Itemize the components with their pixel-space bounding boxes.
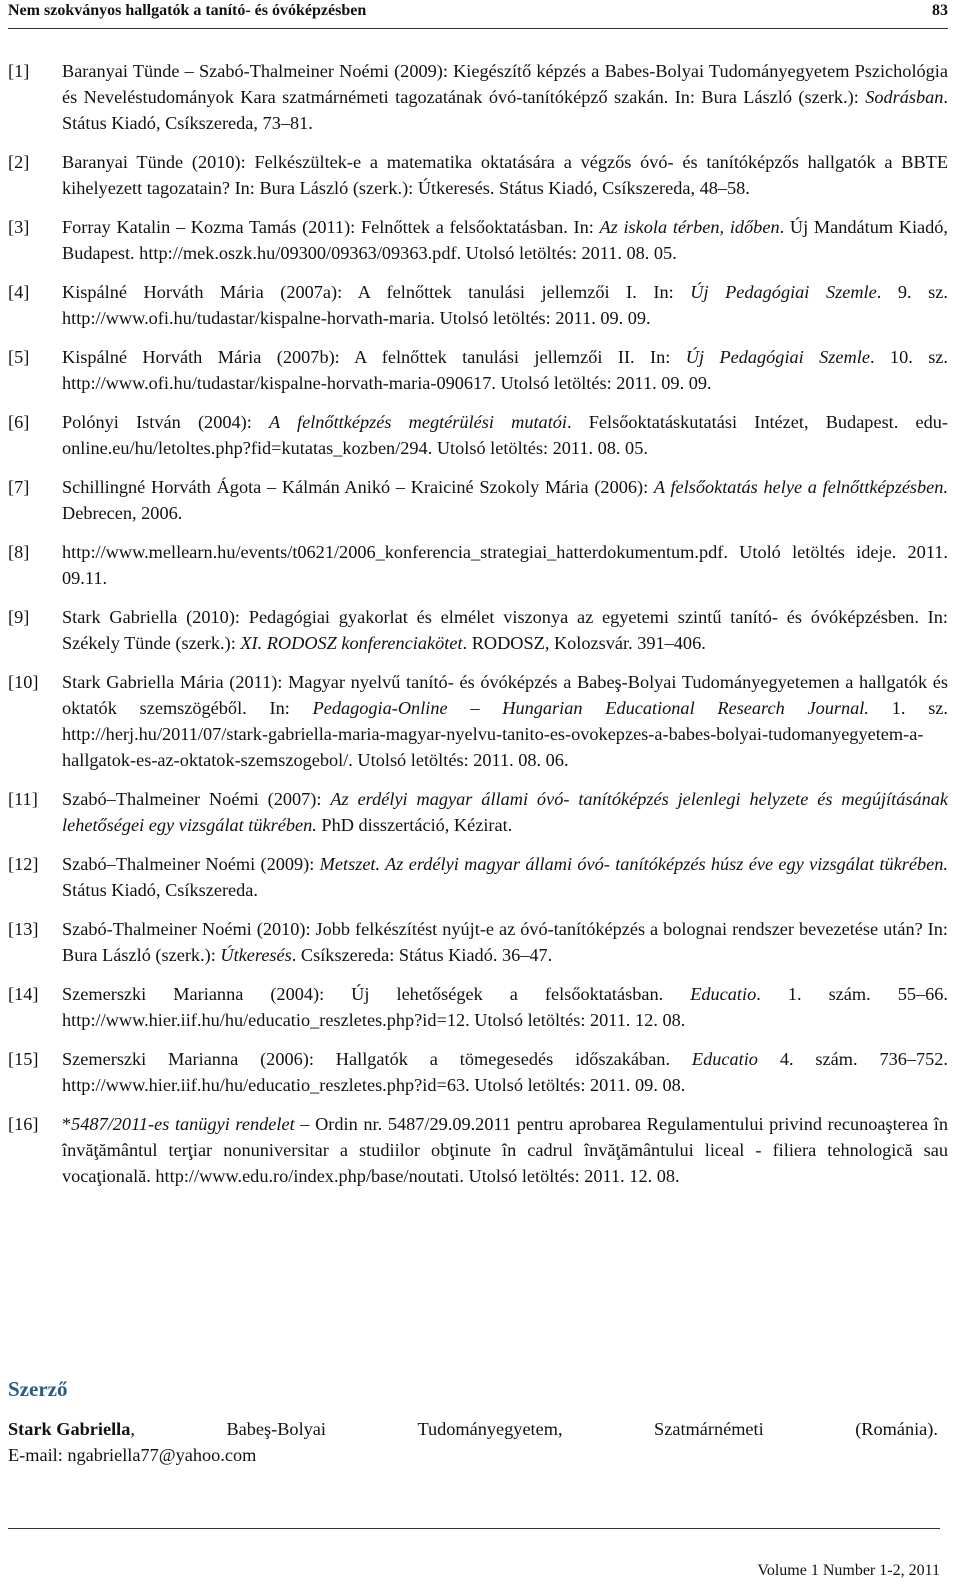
reference-number: [14] bbox=[8, 984, 39, 1004]
reference-italic-title: Educatio bbox=[691, 1049, 758, 1069]
reference-text: Forray Katalin – Kozma Tamás (2011): Felnőttek a felsőoktatásban. In: bbox=[62, 217, 600, 237]
reference-tail: Debrecen, 2006. bbox=[62, 503, 183, 523]
reference-italic-title: A felsőoktatás helye a felnőttképzésben. bbox=[653, 477, 949, 497]
reference-text: Kispálné Horváth Mária (2007a): A felnőttek tanulási jellemzői I. In: bbox=[62, 282, 691, 302]
institution-part-b: Tudományegyetem, bbox=[417, 1419, 563, 1439]
reference-italic-title: XI. RODOSZ konferenciakötet bbox=[240, 633, 463, 653]
volume-info: Volume 1 Number 1-2, 2011 bbox=[757, 1562, 940, 1579]
reference-item bbox=[8, 669, 948, 773]
reference-text: Stark Gabriella (2010): Pedagógiai gyakorlat és elmélet viszonya az egyetemi szintű tanító- és óvóképzésben. In: Székely Tünde (szerk.): bbox=[62, 607, 948, 653]
page-number: 83 bbox=[932, 2, 948, 19]
reference-text: Schillingné Horváth Ágota – Kálmán Anikó – Kraiciné Szokoly Mária (2006): bbox=[62, 477, 654, 497]
reference-item bbox=[8, 149, 948, 201]
reference-italic-title: Az iskola térben, időben bbox=[599, 217, 780, 237]
reference-item bbox=[8, 409, 948, 461]
reference-item bbox=[8, 474, 948, 526]
reference-tail: . Felsőoktatáskutatási Intézet, Budapest. edu-online.eu/hu/letoltes.php?fid=kutatas_kozben/294. Utolsó letöltés: 2011. 08. 05. bbox=[62, 412, 949, 458]
reference-item bbox=[8, 604, 948, 656]
reference-item bbox=[8, 1046, 948, 1098]
reference-italic-title: Sodrásban bbox=[865, 87, 944, 107]
reference-text: Baranyai Tünde (2010): Felkészültek-e a matematika oktatására a végzős óvó- és tanítóképzős hallgatók a BBTE kihelyezett tagozatain? In: Bura László (szerk.): Útkeresés. Státus Kiadó, Csíkszereda, 48–58. bbox=[62, 152, 948, 198]
reference-item bbox=[8, 916, 948, 968]
running-title: Nem szokványos hallgatók a tanító- és óvóképzésben bbox=[8, 2, 367, 19]
reference-text: * bbox=[62, 1114, 72, 1134]
reference-tail: – Ordin nr. 5487/29.09.2011 pentru aprobarea Regulamentului privind recunoaşterea în învăţământul terţiar nonuniversitar a studiilor obţinute în cadrul învăţământului liceal - filiera tehnologică sau vocaţională. http://www.edu.ro/index.php/base/noutati. Utolsó letöltés: 2011. 12. 08. bbox=[62, 1114, 948, 1186]
author-email[interactable]: E-mail: ngabriella77@yahoo.com bbox=[8, 1445, 257, 1465]
author-info bbox=[8, 1416, 938, 1468]
reference-text: Baranyai Tünde – Szabó-Thalmeiner Noémi (2009): Kiegészítő képzés a Babes-Bolyai Tudományegyetem Pszichológia és Neveléstudományok Kara szatmárnémeti tagozatának óvó-tanítóképző szakán. In: Bura László (szerk.): bbox=[62, 61, 948, 107]
reference-item bbox=[8, 851, 948, 903]
running-header bbox=[8, 0, 948, 29]
reference-italic-title: Metszet. Az erdélyi magyar állami óvó- tanítóképzés húsz éve egy vizsgálat tükrében. bbox=[319, 854, 948, 874]
reference-italic-title: Pedagogia-Online – Hungarian Educational Research Journal. bbox=[312, 698, 869, 718]
footer-divider bbox=[8, 1528, 940, 1529]
author-country: (Románia). bbox=[855, 1419, 938, 1439]
reference-tail: . 10. sz. http://www.ofi.hu/tudastar/kispalne-horvath-maria-090617. Utolsó letöltés: 2011. 09. 09. bbox=[62, 347, 948, 393]
reference-item bbox=[8, 786, 948, 838]
reference-italic-title: A felnőttképzés megtérülési mutatói bbox=[268, 412, 567, 432]
reference-number: [2] bbox=[8, 152, 30, 172]
reference-italic-title: Educatio bbox=[690, 984, 757, 1004]
reference-text: Szabó-Thalmeiner Noémi (2010): Jobb felkészítést nyújt-e az óvó-tanítóképzés a bolognai rendszer bevezetése után? In: Bura László (szerk.): bbox=[62, 919, 948, 965]
reference-number: [1] bbox=[8, 61, 30, 81]
reference-item bbox=[8, 1111, 948, 1189]
reference-italic-title: Útkeresés bbox=[220, 945, 292, 965]
reference-number: [11] bbox=[8, 789, 38, 809]
reference-number: [8] bbox=[8, 542, 30, 562]
reference-number: [7] bbox=[8, 477, 30, 497]
author-affiliation-line: Stark Gabriella, Babeş-Bolyai Tudományegyetem, Szatmárnémeti (Románia). bbox=[8, 1416, 938, 1442]
reference-text: Szabó–Thalmeiner Noémi (2009): bbox=[62, 854, 320, 874]
reference-item bbox=[8, 539, 948, 591]
reference-item bbox=[8, 344, 948, 396]
reference-item bbox=[8, 214, 948, 266]
reference-italic-title: 5487/2011-es tanügyi rendelet bbox=[71, 1114, 295, 1134]
reference-tail: . Új Mandátum Kiadó, Budapest. http://mek.oszk.hu/09300/09363/09363.pdf. Utolsó letöltés: 2011. 08. 05. bbox=[62, 217, 948, 263]
reference-tail: . 1. szám. 55–66. http://www.hier.iif.hu/hu/educatio_reszletes.php?id=12. Utolsó letöltés: 2011. 12. 08. bbox=[62, 984, 948, 1030]
reference-number: [9] bbox=[8, 607, 30, 627]
reference-text: Polónyi István (2004): bbox=[62, 412, 269, 432]
reference-tail: PhD disszertáció, Kézirat. bbox=[316, 815, 513, 835]
reference-tail: . 9. sz. http://www.ofi.hu/tudastar/kispalne-horvath-maria. Utolsó letöltés: 2011. 09. 09. bbox=[62, 282, 948, 328]
reference-text: Stark Gabriella Mária (2011): Magyar nyelvű tanító- és óvóképzés a Babeş-Bolyai Tudományegyetemen a hallgatók és oktatók szemszögéből. In: bbox=[62, 672, 948, 718]
reference-italic-title: Új Pedagógiai Szemle bbox=[690, 282, 877, 302]
reference-tail: 1. sz. http://herj.hu/2011/07/stark-gabriella-maria-magyar-nyelvu-tanito-es-ovokepzes-a-babes-bolyai-tudomanyegyetem-a-hallgatok-es-az-oktatok-szemszogebol/. Utolsó letöltés: 2011. 08. 06. bbox=[62, 698, 948, 770]
reference-item bbox=[8, 981, 948, 1033]
reference-number: [5] bbox=[8, 347, 30, 367]
author-name: Stark Gabriella bbox=[8, 1419, 131, 1439]
reference-number: [4] bbox=[8, 282, 30, 302]
reference-item bbox=[8, 279, 948, 331]
reference-tail: . Státus Kiadó, Csíkszereda, 73–81. bbox=[62, 87, 948, 133]
reference-text: Szabó–Thalmeiner Noémi (2007): bbox=[62, 789, 331, 809]
reference-number: [15] bbox=[8, 1049, 39, 1069]
reference-tail: Státus Kiadó, Csíkszereda. bbox=[62, 880, 258, 900]
reference-italic-title: Új Pedagógiai Szemle bbox=[685, 347, 870, 367]
reference-number: [16] bbox=[8, 1114, 39, 1134]
reference-italic-title: Az erdélyi magyar állami óvó- tanítóképzés jelenlegi helyzete és megújításának lehetőségei egy vizsgálat tükrében. bbox=[62, 789, 948, 835]
reference-text: Kispálné Horváth Mária (2007b): A felnőttek tanulási jellemzői II. In: bbox=[62, 347, 686, 367]
author-heading: Szerző bbox=[8, 1377, 68, 1401]
reference-text: http://www.mellearn.hu/events/t0621/2006_konferencia_strategiai_hatterdokumentum.pdf. Utoló letöltés ideje. 2011. 09.11. bbox=[62, 542, 948, 588]
reference-number: [3] bbox=[8, 217, 30, 237]
reference-text: Szemerszki Marianna (2006): Hallgatók a tömegesedés időszakában. bbox=[62, 1049, 692, 1069]
author-city: Szatmárnémeti bbox=[654, 1419, 764, 1439]
reference-number: [10] bbox=[8, 672, 39, 692]
reference-number: [13] bbox=[8, 919, 39, 939]
reference-tail: . Csíkszereda: Státus Kiadó. 36–47. bbox=[291, 945, 553, 965]
reference-number: [6] bbox=[8, 412, 30, 432]
reference-tail: 4. szám. 736–752. http://www.hier.iif.hu/hu/educatio_reszletes.php?id=63. Utolsó letöltés: 2011. 09. 08. bbox=[62, 1049, 948, 1095]
reference-text: Szemerszki Marianna (2004): Új lehetőségek a felsőoktatásban. bbox=[62, 984, 691, 1004]
reference-item bbox=[8, 58, 948, 136]
reference-number: [12] bbox=[8, 854, 39, 874]
reference-list bbox=[8, 58, 948, 1202]
institution-part-a: Babeş-Bolyai bbox=[226, 1419, 326, 1439]
reference-tail: . RODOSZ, Kolozsvár. 391–406. bbox=[462, 633, 706, 653]
